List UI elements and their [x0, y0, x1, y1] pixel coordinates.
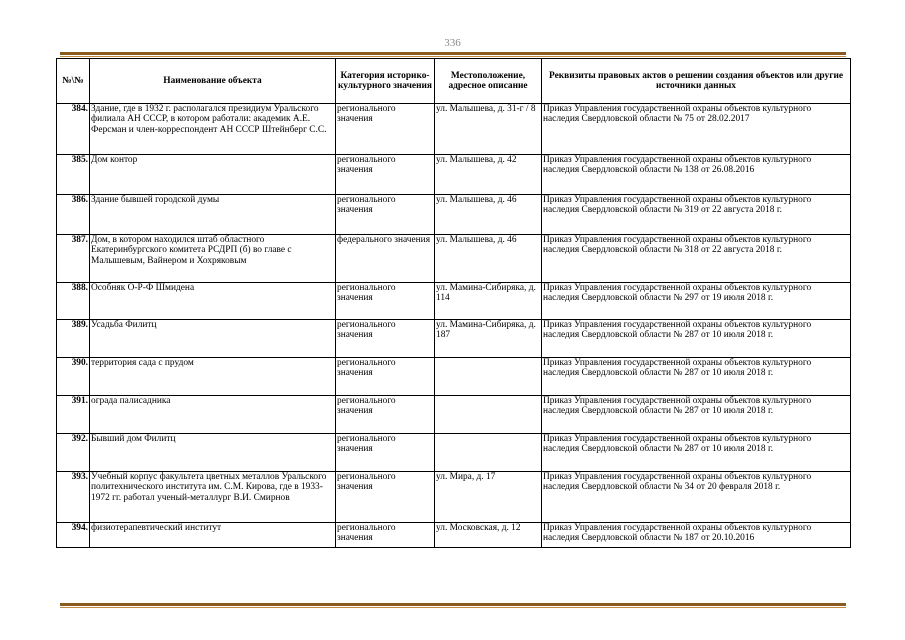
object-location: ул. Мамина-Сибиряка, д. 187	[435, 320, 542, 358]
header-location: Местоположение, адресное описание	[435, 59, 542, 104]
table-row	[57, 320, 851, 358]
object-category: регионального значения	[336, 358, 435, 396]
object-requisites: Приказ Управления государственной охраны объектов культурного наследия Свердловской области № 287 от 10 июля 2018 г.	[542, 358, 851, 396]
row-number: 388.	[57, 283, 90, 320]
object-name: Учебный корпус факультета цветных металлов Уральского политехнического института им. С.М. Кирова, где в 1933-1972 гг. работал ученый-металлург В.И. Смирнов	[90, 472, 336, 523]
object-category: регионального значения	[336, 523, 435, 548]
object-location	[435, 358, 542, 396]
row-number: 392.	[57, 434, 90, 472]
bottom-rule	[60, 603, 846, 608]
row-number: 393.	[57, 472, 90, 523]
object-location: ул. Малышева, д. 31-г / 8	[435, 104, 542, 155]
row-number: 391.	[57, 396, 90, 434]
table-row	[57, 396, 851, 434]
object-name: территория сада с прудом	[90, 358, 336, 396]
object-category: регионального значения	[336, 195, 435, 235]
object-requisites: Приказ Управления государственной охраны объектов культурного наследия Свердловской области № 319 от 22 августа 2018 г.	[542, 195, 851, 235]
table-row	[57, 104, 851, 155]
object-category: регионального значения	[336, 434, 435, 472]
row-number: 387.	[57, 235, 90, 283]
row-number: 386.	[57, 195, 90, 235]
object-requisites: Приказ Управления государственной охраны объектов культурного наследия Свердловской области № 138 от 26.08.2016	[542, 155, 851, 195]
table-row	[57, 434, 851, 472]
table-row	[57, 523, 851, 548]
object-category: регионального значения	[336, 396, 435, 434]
object-requisites: Приказ Управления государственной охраны объектов культурного наследия Свердловской области № 75 от 28.02.2017	[542, 104, 851, 155]
object-requisites: Приказ Управления государственной охраны объектов культурного наследия Свердловской области № 287 от 10 июля 2018 г.	[542, 434, 851, 472]
object-location: ул. Малышева, д. 46	[435, 195, 542, 235]
header-num: №\№	[57, 59, 90, 104]
page-number: 336	[444, 37, 461, 49]
object-name: физиотерапевтический институт	[90, 523, 336, 548]
object-category: регионального значения	[336, 283, 435, 320]
row-number: 384.	[57, 104, 90, 155]
object-name: ограда палисадника	[90, 396, 336, 434]
object-requisites: Приказ Управления государственной охраны объектов культурного наследия Свердловской области № 34 от 20 февраля 2018 г.	[542, 472, 851, 523]
row-number: 390.	[57, 358, 90, 396]
table-row	[57, 472, 851, 523]
object-name: Особняк О-Р-Ф Шмидена	[90, 283, 336, 320]
object-name: Бывший дом Филитц	[90, 434, 336, 472]
object-location: ул. Малышева, д. 46	[435, 235, 542, 283]
table-row	[57, 358, 851, 396]
row-number: 385.	[57, 155, 90, 195]
top-rule	[60, 52, 846, 57]
object-name: Здание бывшей городской думы	[90, 195, 336, 235]
row-number: 394.	[57, 523, 90, 548]
heritage-objects-table	[56, 58, 851, 548]
object-requisites: Приказ Управления государственной охраны объектов культурного наследия Свердловской области № 318 от 22 августа 2018 г.	[542, 235, 851, 283]
object-category: регионального значения	[336, 320, 435, 358]
table-row	[57, 195, 851, 235]
object-location: ул. Мира, д. 17	[435, 472, 542, 523]
object-name: Дом контор	[90, 155, 336, 195]
object-requisites: Приказ Управления государственной охраны объектов культурного наследия Свердловской области № 187 от 20.10.2016	[542, 523, 851, 548]
object-location: ул. Малышева, д. 42	[435, 155, 542, 195]
table-header-row	[57, 59, 851, 104]
object-category: федерального значения	[336, 235, 435, 283]
object-location	[435, 396, 542, 434]
object-name: Дом, в котором находился штаб областного Екатеринбургского комитета РСДРП (б) во главе с Малышевым, Вайнером и Хохряковым	[90, 235, 336, 283]
object-location	[435, 434, 542, 472]
object-location: ул. Московская, д. 12	[435, 523, 542, 548]
object-category: регионального значения	[336, 104, 435, 155]
row-number: 389.	[57, 320, 90, 358]
header-category: Категория историко-культурного значения	[336, 59, 435, 104]
table-row	[57, 155, 851, 195]
header-name: Наименование объекта	[90, 59, 336, 104]
object-name: Здание, где в 1932 г. располагался президиум Уральского филиала АН СССР, в котором работали: академик А.Е. Ферсман и член-корреспондент АН СССР Штейнберг С.С.	[90, 104, 336, 155]
object-requisites: Приказ Управления государственной охраны объектов культурного наследия Свердловской области № 297 от 19 июля 2018 г.	[542, 283, 851, 320]
table-row	[57, 235, 851, 283]
object-category: регионального значения	[336, 155, 435, 195]
table-row	[57, 283, 851, 320]
object-location: ул. Мамина-Сибиряка, д. 114	[435, 283, 542, 320]
object-requisites: Приказ Управления государственной охраны объектов культурного наследия Свердловской области № 287 от 10 июля 2018 г.	[542, 396, 851, 434]
object-category: регионального значения	[336, 472, 435, 523]
object-requisites: Приказ Управления государственной охраны объектов культурного наследия Свердловской области № 287 от 10 июля 2018 г.	[542, 320, 851, 358]
header-requisites: Реквизиты правовых актов о решении создания объектов или другие источники данных	[542, 59, 851, 104]
object-name: Усадьба Филитц	[90, 320, 336, 358]
